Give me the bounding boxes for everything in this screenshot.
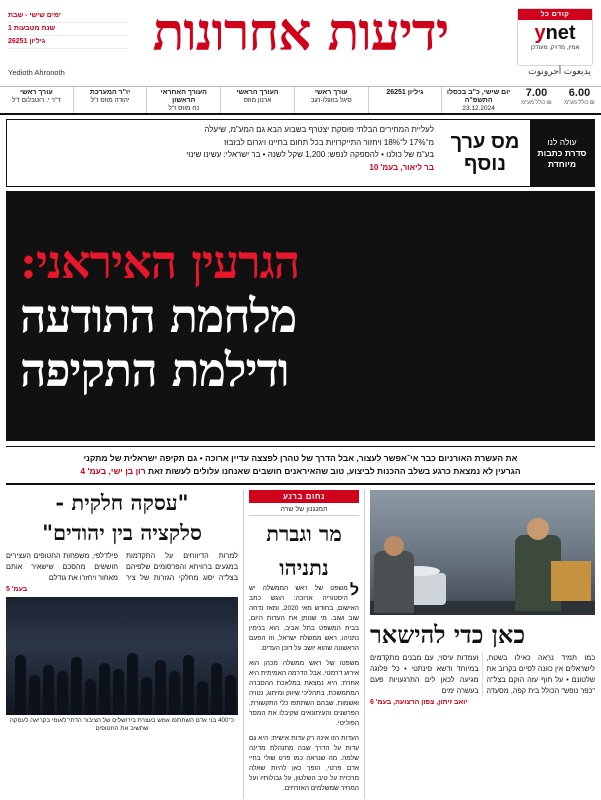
info-editor-0-label: עורך ראשי <box>19 89 53 96</box>
lead-story-headline-group <box>6 191 595 441</box>
ynet-logo-y: y <box>534 22 546 44</box>
lower-articles-grid <box>6 490 595 799</box>
info-date <box>441 87 515 113</box>
info-editor-0 <box>0 87 73 113</box>
barnea-kicker: נחום ברנע <box>249 490 359 503</box>
lead-story-headline-line-1-text: הגרעין האיראני: <box>20 235 300 289</box>
price-regular-amount: 6.00 <box>568 87 591 99</box>
promo-supplement-line-2: נוסף <box>464 153 506 175</box>
newspaper-title-text: ידיעות אחרונות <box>152 2 449 63</box>
lead-story-headline-line-1 <box>20 235 299 289</box>
ynet-logo-net: net <box>545 22 576 44</box>
masthead-left-line-3: גיליון 26251 <box>8 36 128 49</box>
ynet-logo <box>518 22 592 44</box>
gaza-resort-credit <box>370 699 595 706</box>
price-block <box>515 87 601 113</box>
info-editor-2-value: נח מוזס ז"ל <box>168 105 200 112</box>
info-editor-3 <box>220 87 294 113</box>
partial-deal-credit <box>6 586 238 593</box>
gaza-resort-body: כמו תמיד נראה כאילו בשטח, לישראלים אין כוונה לסיים בקרוב את שלטונם • על חוף עזה הוקם בצל"ה "כפר נופש" הכולל בית קפה, מסעדה ועמדות עיסוי, עם מבנים מתקדמים במיוחד ודשא סינתטי • כל פלוגה מגיעה לכאן לים התרגעויות פעם בעשרה ימים <box>370 653 595 695</box>
gaza-resort-credit-text: יואב זיתון, צפון הרצועה, בעמ' 6 <box>370 699 468 706</box>
promo-body-line-3: בע"מ של כולנו • להספקה לנפש: 1,200 שקל לשנה • בר ישראלי: עשינו שינוי <box>186 150 434 159</box>
price-regular <box>558 87 601 113</box>
price-eilat-amount: 7.00 <box>525 87 548 99</box>
lead-story-headline-line-3: ודילמת התקיפה <box>20 343 289 397</box>
rally-crowd-shapes <box>6 629 238 715</box>
ynet-badge-top-label: קודם כל <box>518 9 592 20</box>
info-editor-0-value: ד"ר י. רוטבלום ז"ל <box>11 97 61 104</box>
partial-deal-body: למרות הדיווחים על התקדמות במגעים ברוויחא והפרסומים שלפיהם בצל"ה יסוג מחלקי הגזרות של ציר פילדלפי, משפחות החטופים העצירים חוששים מהסכם שישאיר אותם מאחור ויחזרו את גודלם <box>6 551 238 582</box>
info-editor-1-label: יו"ר המערכת <box>89 89 131 96</box>
partial-deal-headline-line-1: "עסקה חלקית - <box>55 490 189 515</box>
price-eilat-note: ₪ כולל מע"מ <box>521 100 552 106</box>
article-partial-deal[interactable] <box>6 490 243 799</box>
lead-story-deck-line-1: את העשרת האורניום כבר אי־אפשר לעצור, אבל הדרך של טהרן לפצצה עדיין ארוכה • גם תקיפה ישראלית של מתקני <box>83 453 518 463</box>
photo-box-shape <box>551 561 591 601</box>
price-regular-note: ₪ כולל מע"מ <box>564 100 595 106</box>
promo-supplement-line-1: מס ערך <box>450 131 520 153</box>
info-editor-2-label: העורך האחראי הראשון <box>160 89 207 104</box>
masthead-english-name: Yedioth Ahronoth <box>8 68 65 77</box>
masthead <box>0 0 601 86</box>
info-editor-1 <box>73 87 147 113</box>
barnea-headline-line-1: מר וגברת <box>266 521 342 546</box>
lead-story-banner <box>6 191 595 441</box>
masthead-left-line-2: שנת מטבעות 1 <box>8 23 128 36</box>
gaza-resort-headline: כאן כדי להישאר <box>370 620 526 649</box>
masthead-arabic-name: يديعوت أحرونوت <box>528 66 591 76</box>
rally-photo <box>6 597 238 715</box>
photo-person-shape <box>374 551 414 613</box>
barnea-body <box>249 584 359 799</box>
masthead-left-lines <box>8 10 128 49</box>
promo-badge-line-1: עולה לנו <box>547 136 577 147</box>
lead-story-headline-line-2: מלחמת התודעה <box>20 289 297 343</box>
rally-photo-caption: כ־400 בני אדם השתתפו אמש בעצרת בירושלים של הציבור הדתי־לאומי בקריאה לעסקה שתשיב את החטופים <box>9 717 235 732</box>
lead-story-deck-line-2 <box>10 465 591 478</box>
masthead-left-line-1: ימים שישי - שבת <box>8 10 128 23</box>
info-editor-4 <box>294 87 368 113</box>
info-editor-3-value: ארנון מוזס <box>243 97 272 104</box>
gaza-resort-photo <box>370 490 595 615</box>
promo-body-line-2: מ־17% ל־18% ויחזור התייקרויות בכל תחום בחיינו ויגרום לבזבוז <box>223 137 434 147</box>
barnea-headline-line-2: נתניהו <box>279 555 329 580</box>
top-promo-strip[interactable] <box>6 119 595 187</box>
promo-body <box>7 120 440 186</box>
barnea-paragraph-1: למשפט של ראש הממשלה יש היסטוריה ארוכה: הוגש כתב האישום, בחודש מאי 2020, ומאז נדחה שוב ושוב. מי שנותן את העדות היום, בבית המשפט בתל אביב, הוא בנימין נתניהו, ראש ממשלת ישראל, וזו הפעם הראשונה שהוא יושב על דוכן העדים. <box>249 582 359 652</box>
info-editor-1-value: יהודה מוזס ז"ל <box>90 97 130 104</box>
promo-body-line-1: לעליית המחירים הבלתי פוסקת יצטרף בשבוע הבא גם המע"מ, שיעלה <box>204 125 434 134</box>
barnea-paragraph-3: העדות הזו אינה רק עדות אישית: היא גם עדות על הדרך שבה מתנהלת מדינה שלמה. מה שנראה כמו פרט שולי בחיי אדם פרטי, הופך כאן להיות שאלה מרכזית על טיב השלטון, על גבולותיו ועל המחיר שמשלמים האזרחים. <box>249 735 359 792</box>
price-eilat <box>515 87 558 113</box>
info-date-numeric: 23.12.2024 <box>462 105 495 112</box>
info-editor-4-value: סיגל בוזגלו-רגב <box>310 97 352 104</box>
promo-badge <box>530 120 594 186</box>
info-date-hebrew: יום שישי, כ"ב בכסלו התשפ"ה <box>446 89 511 104</box>
promo-supplement-title <box>440 120 530 186</box>
promo-body-credit: בר ליאור, בעמ' 10 <box>369 162 434 172</box>
lead-story-deck <box>6 446 595 485</box>
partial-deal-headline-line-2: סלקציה בין יהודים" <box>42 520 202 545</box>
lead-story-deck-credit: רון בן ישי, בעמ' 4 <box>80 466 146 476</box>
info-editor-4-label: עורך ראשי <box>314 89 348 96</box>
column-nahum-barnea[interactable] <box>243 490 364 799</box>
ynet-badge-tagline: אמין, מדויק, מעודכן <box>530 45 580 51</box>
barnea-subkicker: המנגנון של שרה <box>249 506 359 516</box>
masthead-info-bar <box>0 86 601 115</box>
promo-badge-line-2: סדרת כתבות מיוחדת <box>537 147 587 169</box>
info-editor-2 <box>146 87 220 113</box>
article-gaza-resort[interactable] <box>364 490 595 799</box>
barnea-paragraph-2: משפטו של ראש ממשלה מכהן הוא אירוע דרמטי, אבל הדרמה האמיתית היא אחרת: היא נמצאת במלאכת ההסברה המתמשכת, בתהליכי שיווק ומיתוג, נטויה ואשמות, שבהם השתתפו כלי התקשורת, הפרשנים והעיתונאים שקיבלו את המסר הפוליטי. <box>249 660 359 727</box>
lead-story-deck-line-2-text: הגרעין לא נמצאת כרגע בשלב ההכנות לביצוע, טוב שהאיראנים חושבים שאנחנו עלולים לעשות זאת <box>148 466 521 476</box>
ynet-badge[interactable] <box>517 8 593 66</box>
info-issue <box>368 87 442 113</box>
partial-deal-credit-text: בעמ' 5 <box>6 586 28 593</box>
info-issue-number: גיליון 26251 <box>386 89 424 96</box>
info-editor-3-label: העורך הראשי <box>236 89 279 96</box>
